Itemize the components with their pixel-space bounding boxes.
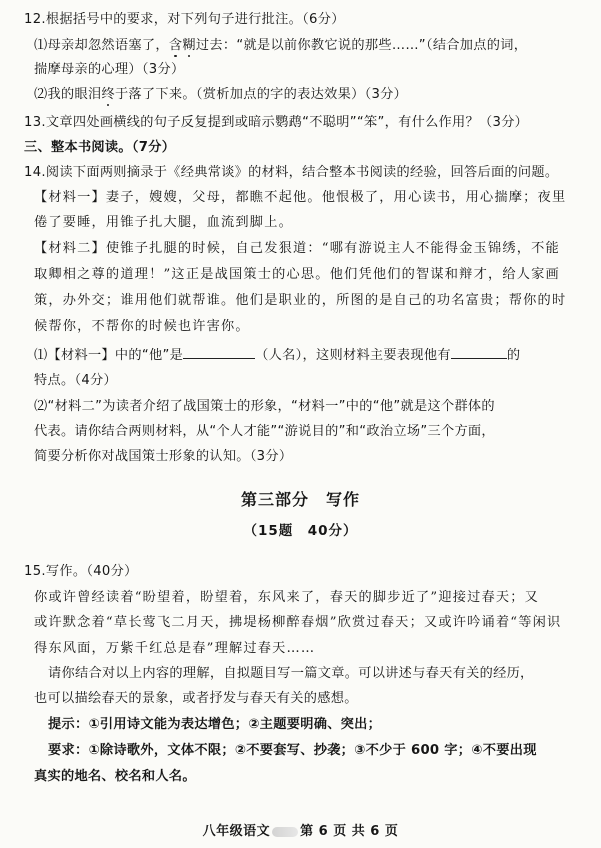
q14-material1-line1: 【材料一】妻子，嫂嫂，父母，都瞧不起他。他恨极了，用心读书，用心揣摩；夜里 bbox=[34, 190, 567, 205]
q14-part2-line2: 代表。请你结合两则材料，从“个人才能”“游说目的”和“政治立场”三个方面， bbox=[34, 424, 495, 439]
watermark-mark bbox=[272, 827, 298, 837]
q14-part2-line1: ⑵“材料二”为读者介绍了战国策士的形象，“材料一”中的“他”就是这个群体的 bbox=[34, 399, 495, 414]
section3-heading: 三、整本书阅读。（7分） bbox=[24, 140, 176, 155]
q14-p1-part-a: ⑴【材料一】中的“他”是 bbox=[34, 348, 184, 363]
q12-stem: 12.根据括号中的要求，对下列句子进行批注。（6分） bbox=[24, 12, 345, 27]
q14-stem: 14.阅读下面两则摘录于《经典常谈》的材料，结合整本书阅读的经验，回答后面的问题。 bbox=[24, 165, 559, 180]
q12-dotted-char-hu: 糊 bbox=[182, 38, 196, 53]
q15-stem: 15.写作。（40分） bbox=[24, 564, 138, 579]
q14-material2-line2: 取卿相之尊的道理！”这正是战国策士的心思。他们凭他们的智谋和辩才，给人家画 bbox=[34, 267, 560, 282]
q15-task-line1: 请你结合对以上内容的理解，自拟题目写一篇文章。可以讲述与春天有关的经历， bbox=[48, 666, 534, 681]
q14-part1 bbox=[34, 346, 520, 365]
q12-sentence-2 bbox=[34, 86, 407, 104]
q12-dotted-char-han: 含 bbox=[168, 38, 183, 53]
footer-subject: 八年级语文 bbox=[202, 824, 271, 839]
q13-text: 13.文章四处画横线的句子反复提到或暗示鹦鹉“不聪明”“笨”，有什么作用？（3分） bbox=[24, 115, 529, 130]
q15-intro-line2: 或许默念着“草长莺飞二月天，拂堤杨柳醉春烟”欣赏过春天；又或许吟诵着“等闲识 bbox=[34, 615, 562, 630]
q12-s1-part-d: 过去：“就是以前你教它说的那些……”（结合加点的词， bbox=[195, 38, 528, 53]
q14-material2-line4: 候帮你，不帮你的时候也许害你。 bbox=[34, 319, 250, 334]
q12-dotted-char-zhong: 终 bbox=[101, 87, 115, 102]
part3-subtitle: （15题 40分） bbox=[243, 523, 358, 539]
q12-s1-part-a: ⑴母亲却忽然语塞了， bbox=[34, 38, 169, 53]
q15-hint: 提示：①引用诗文能为表达增色；②主题要明确、突出； bbox=[48, 717, 382, 732]
q14-p1-blank-trait bbox=[451, 346, 507, 359]
q15-intro-line1: 你或许曾经读着“盼望着，盼望着，东风来了，春天的脚步近了”迎接过春天；又 bbox=[34, 590, 540, 605]
footer-page-number: 第 6 页 共 6 页 bbox=[300, 824, 399, 839]
q14-material2-line3: 策，办外交；谁用他们就帮谁。他们是职业的，所图的是自己的功名富贵；帮你的时 bbox=[34, 293, 567, 308]
q14-material2-line1: 【材料二】使锥子扎腿的时候，自己发狠道：“哪有游说主人不能得金玉锦绣，不能 bbox=[34, 241, 560, 256]
q12-s2-part-a: ⑵我的眼泪 bbox=[34, 87, 102, 102]
q14-material1-line2: 倦了要睡，用锥子扎大腿，血流到脚上。 bbox=[34, 215, 293, 230]
q12-sentence-1-line2: 揣摩母亲的心理）（3分） bbox=[34, 62, 185, 77]
q14-part1-line2: 特点。（4分） bbox=[34, 373, 118, 388]
q12-sentence-1 bbox=[34, 37, 527, 55]
q14-p1-blank-name bbox=[183, 346, 255, 359]
q15-task-line2: 也可以描绘春天的景象，或者抒发与春天有关的感想。 bbox=[34, 691, 358, 706]
page-footer bbox=[0, 823, 601, 841]
q14-p1-part-c: 的 bbox=[506, 348, 521, 363]
part3-title: 第三部分 写作 bbox=[240, 490, 360, 509]
q15-requirements-line1: 要求：①除诗歌外，文体不限；②不要套写、抄袭；③不少于 600 字；④不要出现 bbox=[48, 743, 537, 758]
q15-intro-line3: 得东风面，万紫千红总是春”理解过春天…… bbox=[34, 641, 316, 656]
q14-part2-line3: 简要分析你对战国策士形象的认知。（3分） bbox=[34, 449, 293, 464]
q15-requirements-line2: 真实的地名、校名和人名。 bbox=[34, 769, 196, 784]
q12-s2-part-c: 于落了下来。（赏析加点的字的表达效果）（3分） bbox=[114, 87, 408, 102]
q14-p1-part-b: （人名），这则材料主要表现他有 bbox=[255, 348, 451, 363]
